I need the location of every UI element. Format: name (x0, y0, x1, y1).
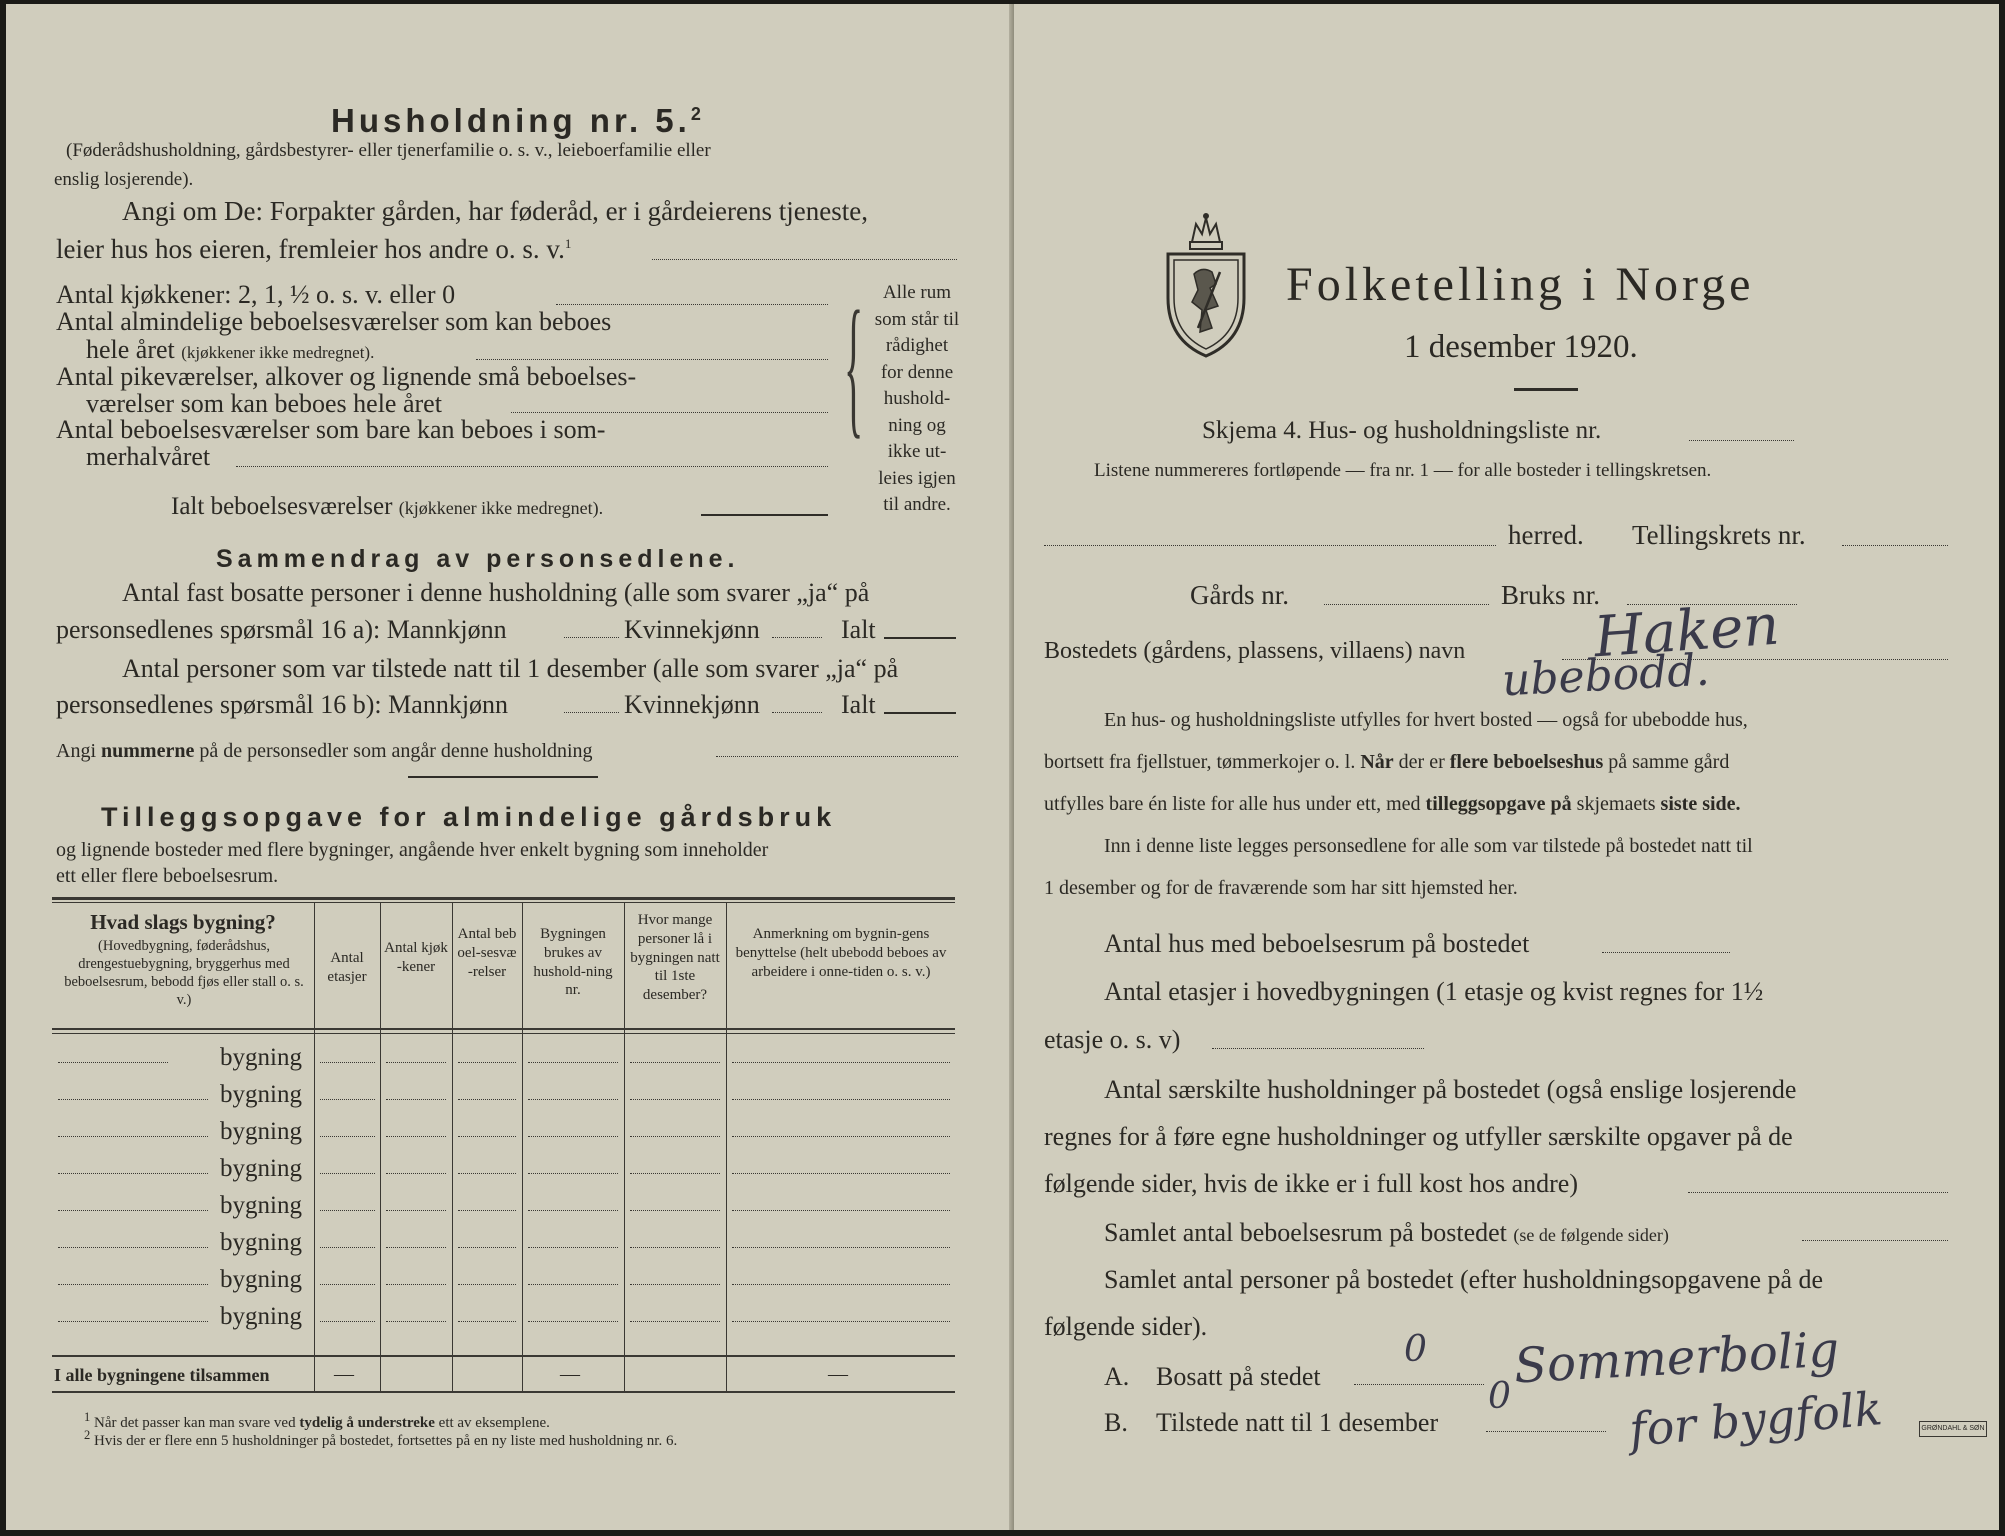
para1-line-1: En hus- og husholdningsliste utfylles for hvert bosted — også for ubebodde hus, (1104, 709, 1748, 731)
ialt-rum-label: Ialt beboelsesværelser (kjøkkener ikke medregnet). (171, 493, 604, 520)
table-row[interactable] (52, 1185, 955, 1222)
angi-nummerne-line[interactable] (716, 756, 958, 757)
herred-line[interactable] (1044, 545, 1496, 546)
row-cell-line[interactable] (386, 1136, 446, 1137)
tellingskrets-label: Tellingskrets nr. (1632, 520, 1806, 550)
census-title: Folketelling i Norge (1286, 258, 1755, 311)
household-title: Husholdning nr. 5.$^2$ (331, 102, 705, 139)
handwritten-note-line-2: for bygfolk (1627, 1381, 1885, 1457)
census-date: 1 desember 1920. (1404, 329, 1638, 365)
row-cell-line[interactable] (458, 1321, 516, 1322)
saerskilte-line[interactable] (1688, 1192, 1948, 1193)
household-subtitle-2: enslig losjerende). (54, 169, 194, 190)
row-cell-line[interactable] (528, 1321, 618, 1322)
side-note (861, 280, 973, 519)
col-header-etasjer: Antal etasjer (327, 950, 367, 985)
bosatt-line[interactable] (1354, 1384, 1484, 1385)
handwritten-place-name: Haken (1591, 592, 1782, 671)
table-top-rule-2 (52, 902, 955, 903)
tilstede-label: Tilstede natt til 1 desember (1156, 1408, 1439, 1437)
handwritten-tilstede-value: 0 (1488, 1376, 1511, 1417)
fast-mann-line[interactable] (564, 637, 619, 638)
fast-kvinne-line[interactable] (772, 637, 822, 638)
row-cell-line[interactable] (528, 1173, 618, 1174)
row-cell-line[interactable] (528, 1062, 618, 1063)
para1-line-3: utfylles bare én liste for alle hus under ett, med tilleggsopgave på skjemaets siste side. (1044, 793, 1741, 815)
document-spread (6, 4, 1999, 1530)
sommer-label-2: merhalvåret (86, 442, 211, 471)
row-type-line[interactable] (58, 1247, 208, 1248)
row-bygning-label: bygning (220, 1044, 302, 1071)
row-cell-line[interactable] (630, 1284, 720, 1285)
row-type-line[interactable] (58, 1321, 208, 1322)
para2-line-2: 1 desember og for de fraværende som har sitt hjemsted her. (1044, 877, 1518, 899)
row-cell-line[interactable] (630, 1099, 720, 1100)
handwritten-note-line-1: Sommerbolig (1512, 1321, 1841, 1395)
sommer-answer-line[interactable] (236, 466, 828, 467)
row-cell-line[interactable] (320, 1247, 375, 1248)
side-note-line: ikke ut- (887, 441, 947, 462)
section-divider (408, 776, 598, 778)
total-label: I alle bygningene tilsammen (54, 1365, 270, 1385)
samlet-pers-line-2: følgende sider). (1044, 1312, 1208, 1341)
side-note-line: ning og (888, 414, 946, 436)
row-cell-line[interactable] (320, 1136, 375, 1137)
footnote-1: $^1$ Når det passer kan man svare ved tydelig å understreke ett av eksemplene. (84, 1410, 550, 1431)
saerskilte-line-1: Antal særskilte husholdninger på bostedet (også enslige losjerende (1104, 1075, 1797, 1104)
table-row[interactable] (52, 1296, 955, 1333)
table-row[interactable] (52, 1074, 955, 1111)
para2-line-1: Inn i denne liste legges personsedlene for alle som var tilstede på bostedet natt til (1104, 835, 1753, 857)
col-header-kjokkener: Antal kjøk-kener (384, 940, 448, 975)
coat-of-arms-icon (1162, 210, 1250, 360)
row-cell-line[interactable] (630, 1062, 720, 1063)
para1-line-2: bortsett fra fjellstuer, tømmerkojer o. l. Når der er flere beboelseshus på samme gård (1044, 751, 1730, 773)
skjema-label: Skjema 4. Hus- og husholdningsliste nr. (1202, 417, 1602, 444)
row-cell-line[interactable] (630, 1173, 720, 1174)
side-note-line: hushold- (883, 388, 951, 409)
row-cell-line[interactable] (320, 1210, 375, 1211)
brace-symbol: { (844, 277, 864, 453)
pike-label-1: Antal pikeværelser, alkover og lignende små beboelses- (56, 362, 637, 391)
tillegg-title: Tilleggsopgave for almindelige gårdsbruk (101, 802, 837, 832)
row-cell-line[interactable] (630, 1210, 720, 1211)
table-row[interactable] (52, 1111, 955, 1148)
bruks-label: Bruks nr. (1501, 580, 1601, 610)
skjema-nr-line[interactable] (1689, 440, 1794, 441)
row-cell-line[interactable] (320, 1284, 375, 1285)
pike-answer-line[interactable] (511, 412, 828, 413)
row-bygning-label: bygning (220, 1303, 302, 1330)
herred-label: herred. (1508, 520, 1584, 550)
angi-answer-line[interactable] (652, 259, 957, 260)
tilstede-ialt-line[interactable] (884, 712, 956, 714)
row-cell-line[interactable] (458, 1136, 516, 1137)
row-bygning-label: bygning (220, 1155, 302, 1182)
total-husholdning-dash: — (560, 1363, 580, 1385)
row-type-line[interactable] (58, 1099, 208, 1100)
antal-hus-line[interactable] (1602, 952, 1730, 953)
table-header-rule-2 (52, 1033, 955, 1034)
row-type-line[interactable] (58, 1136, 208, 1137)
col-header-anmerkning: Anmerkning om bygnin-gens benyttelse (helt ubebodd beboes av arbeidere i onne-tiden o. s. v.) (735, 926, 947, 980)
row-cell-line[interactable] (386, 1247, 446, 1248)
row-cell-line[interactable] (528, 1099, 618, 1100)
bosatt-label: Bosatt på stedet (1156, 1362, 1321, 1391)
saerskilte-line-2: regnes for å føre egne husholdninger og utfyller særskilte opgaver på de (1044, 1122, 1793, 1151)
side-note-line: Alle rum (882, 282, 952, 303)
table-row[interactable] (52, 1037, 955, 1074)
tillegg-desc-1: og lignende bosteder med flere bygninger, angående hver enkelt bygning som inneholder (56, 839, 769, 861)
b-label: B. (1104, 1408, 1128, 1437)
col-header-beboelsesvaerelser: Antal beboel-sesvæ-relser (457, 926, 517, 980)
row-cell-line[interactable] (320, 1099, 375, 1100)
row-cell-line[interactable] (732, 1136, 950, 1137)
a-label: A. (1104, 1362, 1130, 1391)
gards-line[interactable] (1324, 604, 1489, 605)
col-header-personer: Hvor mange personer lå i bygningen natt til 1ste desember? (630, 912, 720, 1003)
side-note-line: som står til (874, 308, 960, 330)
table-total-row (52, 1358, 955, 1391)
fast-ialt-line[interactable] (884, 637, 956, 639)
row-type-line[interactable] (58, 1284, 208, 1285)
table-top-rule (52, 897, 955, 900)
tilstede-line-2: personsedlenes spørsmål 16 b): Mannkjønn (56, 690, 509, 719)
footnote-2: $^2$ Hvis der er flere enn 5 husholdninger på bostedet, fortsettes på en ny liste med husholdning nr. 6. (84, 1428, 678, 1449)
almindelige-label-2: hele året (kjøkkener ikke medregnet). (86, 335, 375, 364)
bostedets-label: Bostedets (gårdens, plassens, villaens) navn (1044, 638, 1466, 664)
table-total-rule (52, 1355, 955, 1357)
right-page (1014, 4, 1999, 1530)
sammendrag-title: Sammendrag av personsedlene. (216, 545, 740, 573)
gards-label: Gårds nr. (1190, 580, 1289, 610)
tilstede-ialt-label: Ialt (841, 690, 876, 719)
row-cell-line[interactable] (732, 1321, 950, 1322)
printer-mark: GRØNDAHL & SØN (1919, 1421, 1987, 1437)
ialt-rum-answer-line[interactable] (701, 514, 828, 516)
listene-note: Listene nummereres fortløpende — fra nr. 1 — for alle bosteder i tellingskretsen. (1094, 460, 1712, 481)
row-cell-line[interactable] (458, 1210, 516, 1211)
row-cell-line[interactable] (458, 1173, 516, 1174)
row-cell-line[interactable] (528, 1210, 618, 1211)
saerskilte-line-3: følgende sider, hvis de ikke er i full kost hos andre) (1044, 1169, 1578, 1198)
kjokkener-label: Antal kjøkkener: 2, 1, ½ o. s. v. eller 0 (56, 280, 456, 309)
total-anmerkning-dash: — (828, 1363, 848, 1385)
tilstede-kvinne-label: Kvinnekjønn (624, 690, 760, 719)
row-cell-line[interactable] (386, 1284, 446, 1285)
row-cell-line[interactable] (732, 1210, 950, 1211)
row-bygning-label: bygning (220, 1229, 302, 1256)
row-cell-line[interactable] (386, 1321, 446, 1322)
table-row[interactable] (52, 1148, 955, 1185)
row-cell-line[interactable] (630, 1321, 720, 1322)
row-type-line[interactable] (58, 1210, 208, 1211)
row-cell-line[interactable] (458, 1099, 516, 1100)
fast-kvinne-label: Kvinnekjønn (624, 615, 760, 644)
row-cell-line[interactable] (458, 1284, 516, 1285)
left-page (6, 4, 1013, 1530)
row-cell-line[interactable] (320, 1062, 375, 1063)
tellingskrets-line[interactable] (1842, 545, 1948, 546)
fast-line-1: Antal fast bosatte personer i denne husholdning (alle som svarer „ja“ på (122, 578, 870, 607)
col-building-type-desc: (Hovedbygning, føderådshus, drengestuebygning, bryggerhus med beboelsesrum, bebodd fjøs eller stall o. s. v.) (64, 938, 304, 1009)
angi-nummerne: Angi nummerne på de personsedler som angår denne husholdning (56, 740, 593, 762)
angi-line-1: Angi om De: Forpakter gården, har føderåd, er i gårdeierens tjeneste, (122, 196, 868, 226)
buildings-table (52, 897, 955, 1393)
row-bygning-label: bygning (220, 1081, 302, 1108)
row-cell-line[interactable] (732, 1284, 950, 1285)
tilstede-mann-line[interactable] (564, 712, 619, 713)
row-type-line[interactable] (58, 1173, 208, 1174)
row-cell-line[interactable] (386, 1062, 446, 1063)
col-building-type-title: Hvad slags bygning? (90, 910, 276, 934)
angi-line-2: leier hus hos eieren, fremleier hos andre o. s. v.$^1$ (56, 234, 572, 264)
row-cell-line[interactable] (528, 1284, 618, 1285)
row-cell-line[interactable] (732, 1173, 950, 1174)
row-cell-line[interactable] (458, 1062, 516, 1063)
row-cell-line[interactable] (386, 1173, 446, 1174)
row-cell-line[interactable] (320, 1173, 375, 1174)
tillegg-desc-2: ett eller flere beboelsesrum. (56, 865, 279, 887)
row-cell-line[interactable] (732, 1062, 950, 1063)
row-cell-line[interactable] (320, 1321, 375, 1322)
kjokkener-answer-line[interactable] (556, 304, 828, 305)
row-cell-line[interactable] (528, 1247, 618, 1248)
title-rule (1514, 388, 1578, 391)
side-note-line: leies igjen (878, 467, 956, 489)
etasjer-line-2: etasje o. s. v) (1044, 1025, 1181, 1054)
table-row[interactable] (52, 1259, 955, 1296)
row-bygning-label: bygning (220, 1118, 302, 1145)
samlet-rum-line[interactable] (1802, 1240, 1948, 1241)
pike-label-2: værelser som kan beboes hele året (86, 389, 442, 418)
fast-ialt-label: Ialt (841, 615, 876, 644)
total-etasjer-dash: — (334, 1363, 354, 1385)
row-cell-line[interactable] (630, 1136, 720, 1137)
table-header-rule (52, 1028, 955, 1030)
row-cell-line[interactable] (386, 1210, 446, 1211)
row-bygning-label: bygning (220, 1266, 302, 1293)
side-note-line: rådighet (885, 335, 949, 356)
almindelige-label-1: Antal almindelige beboelsesværelser som kan beboes (56, 307, 612, 336)
etasjer-line-1: Antal etasjer i hovedbygningen (1 etasje og kvist regnes for 1½ (1104, 977, 1764, 1006)
fast-line-2: personsedlenes spørsmål 16 a): Mannkjønn (56, 615, 507, 644)
almindelige-answer-line[interactable] (476, 359, 828, 360)
tilstede-line-1: Antal personer som var tilstede natt til 1 desember (alle som svarer „ja“ på (122, 654, 899, 683)
row-cell-line[interactable] (732, 1247, 950, 1248)
table-bottom-rule (52, 1391, 955, 1393)
row-cell-line[interactable] (386, 1099, 446, 1100)
row-bygning-label: bygning (220, 1192, 302, 1219)
tilstede-line[interactable] (1486, 1431, 1606, 1432)
row-cell-line[interactable] (732, 1099, 950, 1100)
household-subtitle-1: (Føderådshusholdning, gårdsbestyrer- eller tjenerfamilie o. s. v., leieboerfamilie eller (66, 140, 711, 161)
row-cell-line[interactable] (458, 1247, 516, 1248)
antal-hus-label: Antal hus med beboelsesrum på bostedet (1104, 929, 1530, 958)
table-row[interactable] (52, 1222, 955, 1259)
samlet-pers-line-1: Samlet antal personer på bostedet (efter husholdningsopgavene på de (1104, 1265, 1824, 1294)
side-note-line: for denne (880, 361, 954, 383)
handwritten-bosatt-value: 0 (1404, 1329, 1427, 1370)
side-note-line: til andre. (883, 494, 951, 515)
row-cell-line[interactable] (630, 1247, 720, 1248)
row-type-line[interactable] (58, 1062, 168, 1063)
tilstede-kvinne-line[interactable] (772, 712, 822, 713)
etasjer-line[interactable] (1212, 1048, 1424, 1049)
sommer-label-1: Antal beboelsesværelser som bare kan beboes i som- (56, 415, 606, 444)
samlet-rum-label: Samlet antal beboelsesrum på bostedet (se de følgende sider) (1104, 1218, 1669, 1247)
col-header-husholdning: Bygningen brukes av hushold-ning nr. (533, 926, 613, 999)
handwritten-status: ubebodd. (1500, 644, 1711, 707)
row-cell-line[interactable] (528, 1136, 618, 1137)
